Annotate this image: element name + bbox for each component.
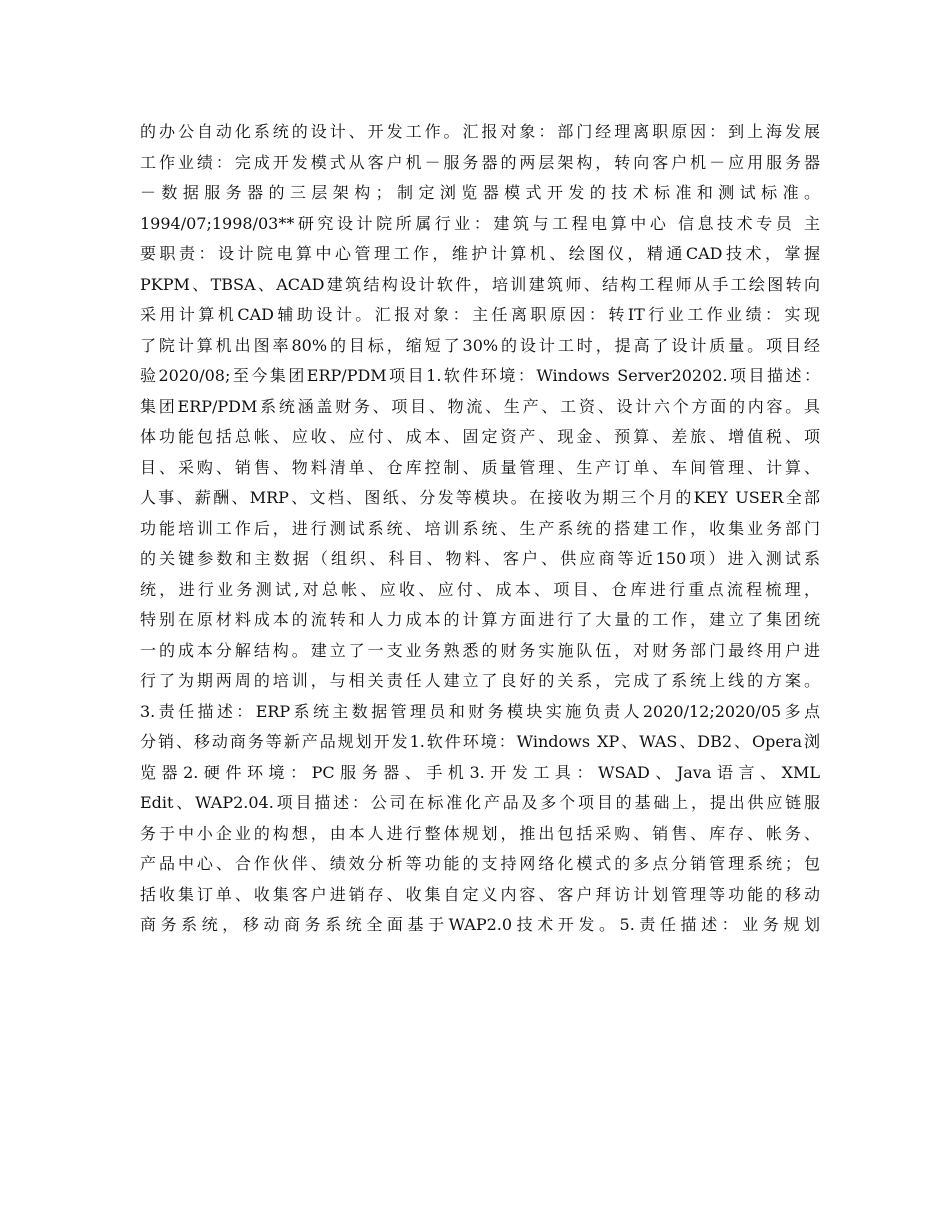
body-text [140, 117, 820, 941]
text-line: 采用计算机CAD辅助设计。汇报对象：主任离职原因：转IT行业工作业绩：实现 [140, 305, 820, 324]
text-line: 1994/07;1998/03**研究设计院所属行业：建筑与工程电算中心 信息技术专员 主 [140, 213, 820, 233]
text-line: －数据服务器的三层架构；制定浏览器模式开发的技术标准和测试标准。 [140, 183, 820, 202]
text-line: 体功能包括总帐、应收、应付、成本、固定资产、现金、预算、差旅、增值税、项 [140, 427, 820, 446]
text-line: 集团ERP/PDM系统涵盖财务、项目、物流、生产、工资、设计六个方面的内容。具 [140, 396, 820, 416]
text-line: 功能培训工作后，进行测试系统、培训系统、生产系统的搭建工作，收集业务部门 [140, 518, 820, 538]
text-line: 3.责任描述：ERP系统主数据管理员和财务模块实施负责人2020/12;2020/05多点 [140, 701, 820, 721]
text-line: 产品中心、合作伙伴、绩效分析等功能的支持网络化模式的多点分销管理系统；包 [140, 854, 820, 873]
text-line: 商务系统，移动商务系统全面基于WAP2.0技术开发。5.责任描述：业务规划 [140, 915, 820, 934]
text-line: 验2020/08;至今集团ERP/PDM项目1.软件环境：Windows Server20202.项目描述： [140, 366, 820, 385]
text-line: 行了为期两周的培训，与相关责任人建立了良好的关系，完成了系统上线的方案。 [140, 671, 820, 690]
text-line: 统，进行业务测试,对总帐、应收、应付、成本、项目、仓库进行重点流程梳理， [140, 579, 820, 599]
text-line: 的关键参数和主数据（组织、科目、物料、客户、供应商等近150项）进入测试系 [140, 549, 820, 568]
text-line: 览器2.硬件环境：PC服务器、手机3.开发工具：WSAD、Java语言、XML [140, 762, 820, 782]
text-line: 括收集订单、收集客户进销存、收集自定义内容、客户拜访计划管理等功能的移动 [140, 884, 820, 904]
text-line: 分销、移动商务等新产品规划开发1.软件环境：Windows XP、WAS、DB2、Opera浏 [140, 732, 820, 751]
text-line: 人事、薪酬、MRP、文档、图纸、分发等模块。在接收为期三个月的KEY USER全部 [140, 488, 820, 507]
text-line: 了院计算机出图率80%的目标，缩短了30%的设计工时，提高了设计质量。项目经 [140, 335, 820, 355]
text-line: 务于中小企业的构想，由本人进行整体规划，推出包括采购、销售、库存、帐务、 [140, 823, 820, 843]
text-line: 目、采购、销售、物料清单、仓库控制、质量管理、生产订单、车间管理、计算、 [140, 457, 820, 477]
text-line: 一的成本分解结构。建立了一支业务熟悉的财务实施队伍，对财务部门最终用户进 [140, 640, 820, 660]
text-line: 的办公自动化系统的设计、开发工作。汇报对象：部门经理离职原因：到上海发展 [140, 122, 820, 141]
text-line: 特别在原材料成本的流转和人力成本的计算方面进行了大量的工作，建立了集团统 [140, 610, 820, 629]
text-line: 要职责：设计院电算中心管理工作，维护计算机、绘图仪，精通CAD技术，掌握 [140, 244, 820, 263]
text-line: 工作业绩：完成开发模式从客户机－服务器的两层架构，转向客户机－应用服务器 [140, 152, 820, 172]
text-line: Edit、WAP2.04.项目描述：公司在标准化产品及多个项目的基础上，提出供应链服 [140, 793, 820, 812]
text-line: PKPM、TBSA、ACAD建筑结构设计软件，培训建筑师、结构工程师从手工绘图转向 [140, 274, 820, 294]
